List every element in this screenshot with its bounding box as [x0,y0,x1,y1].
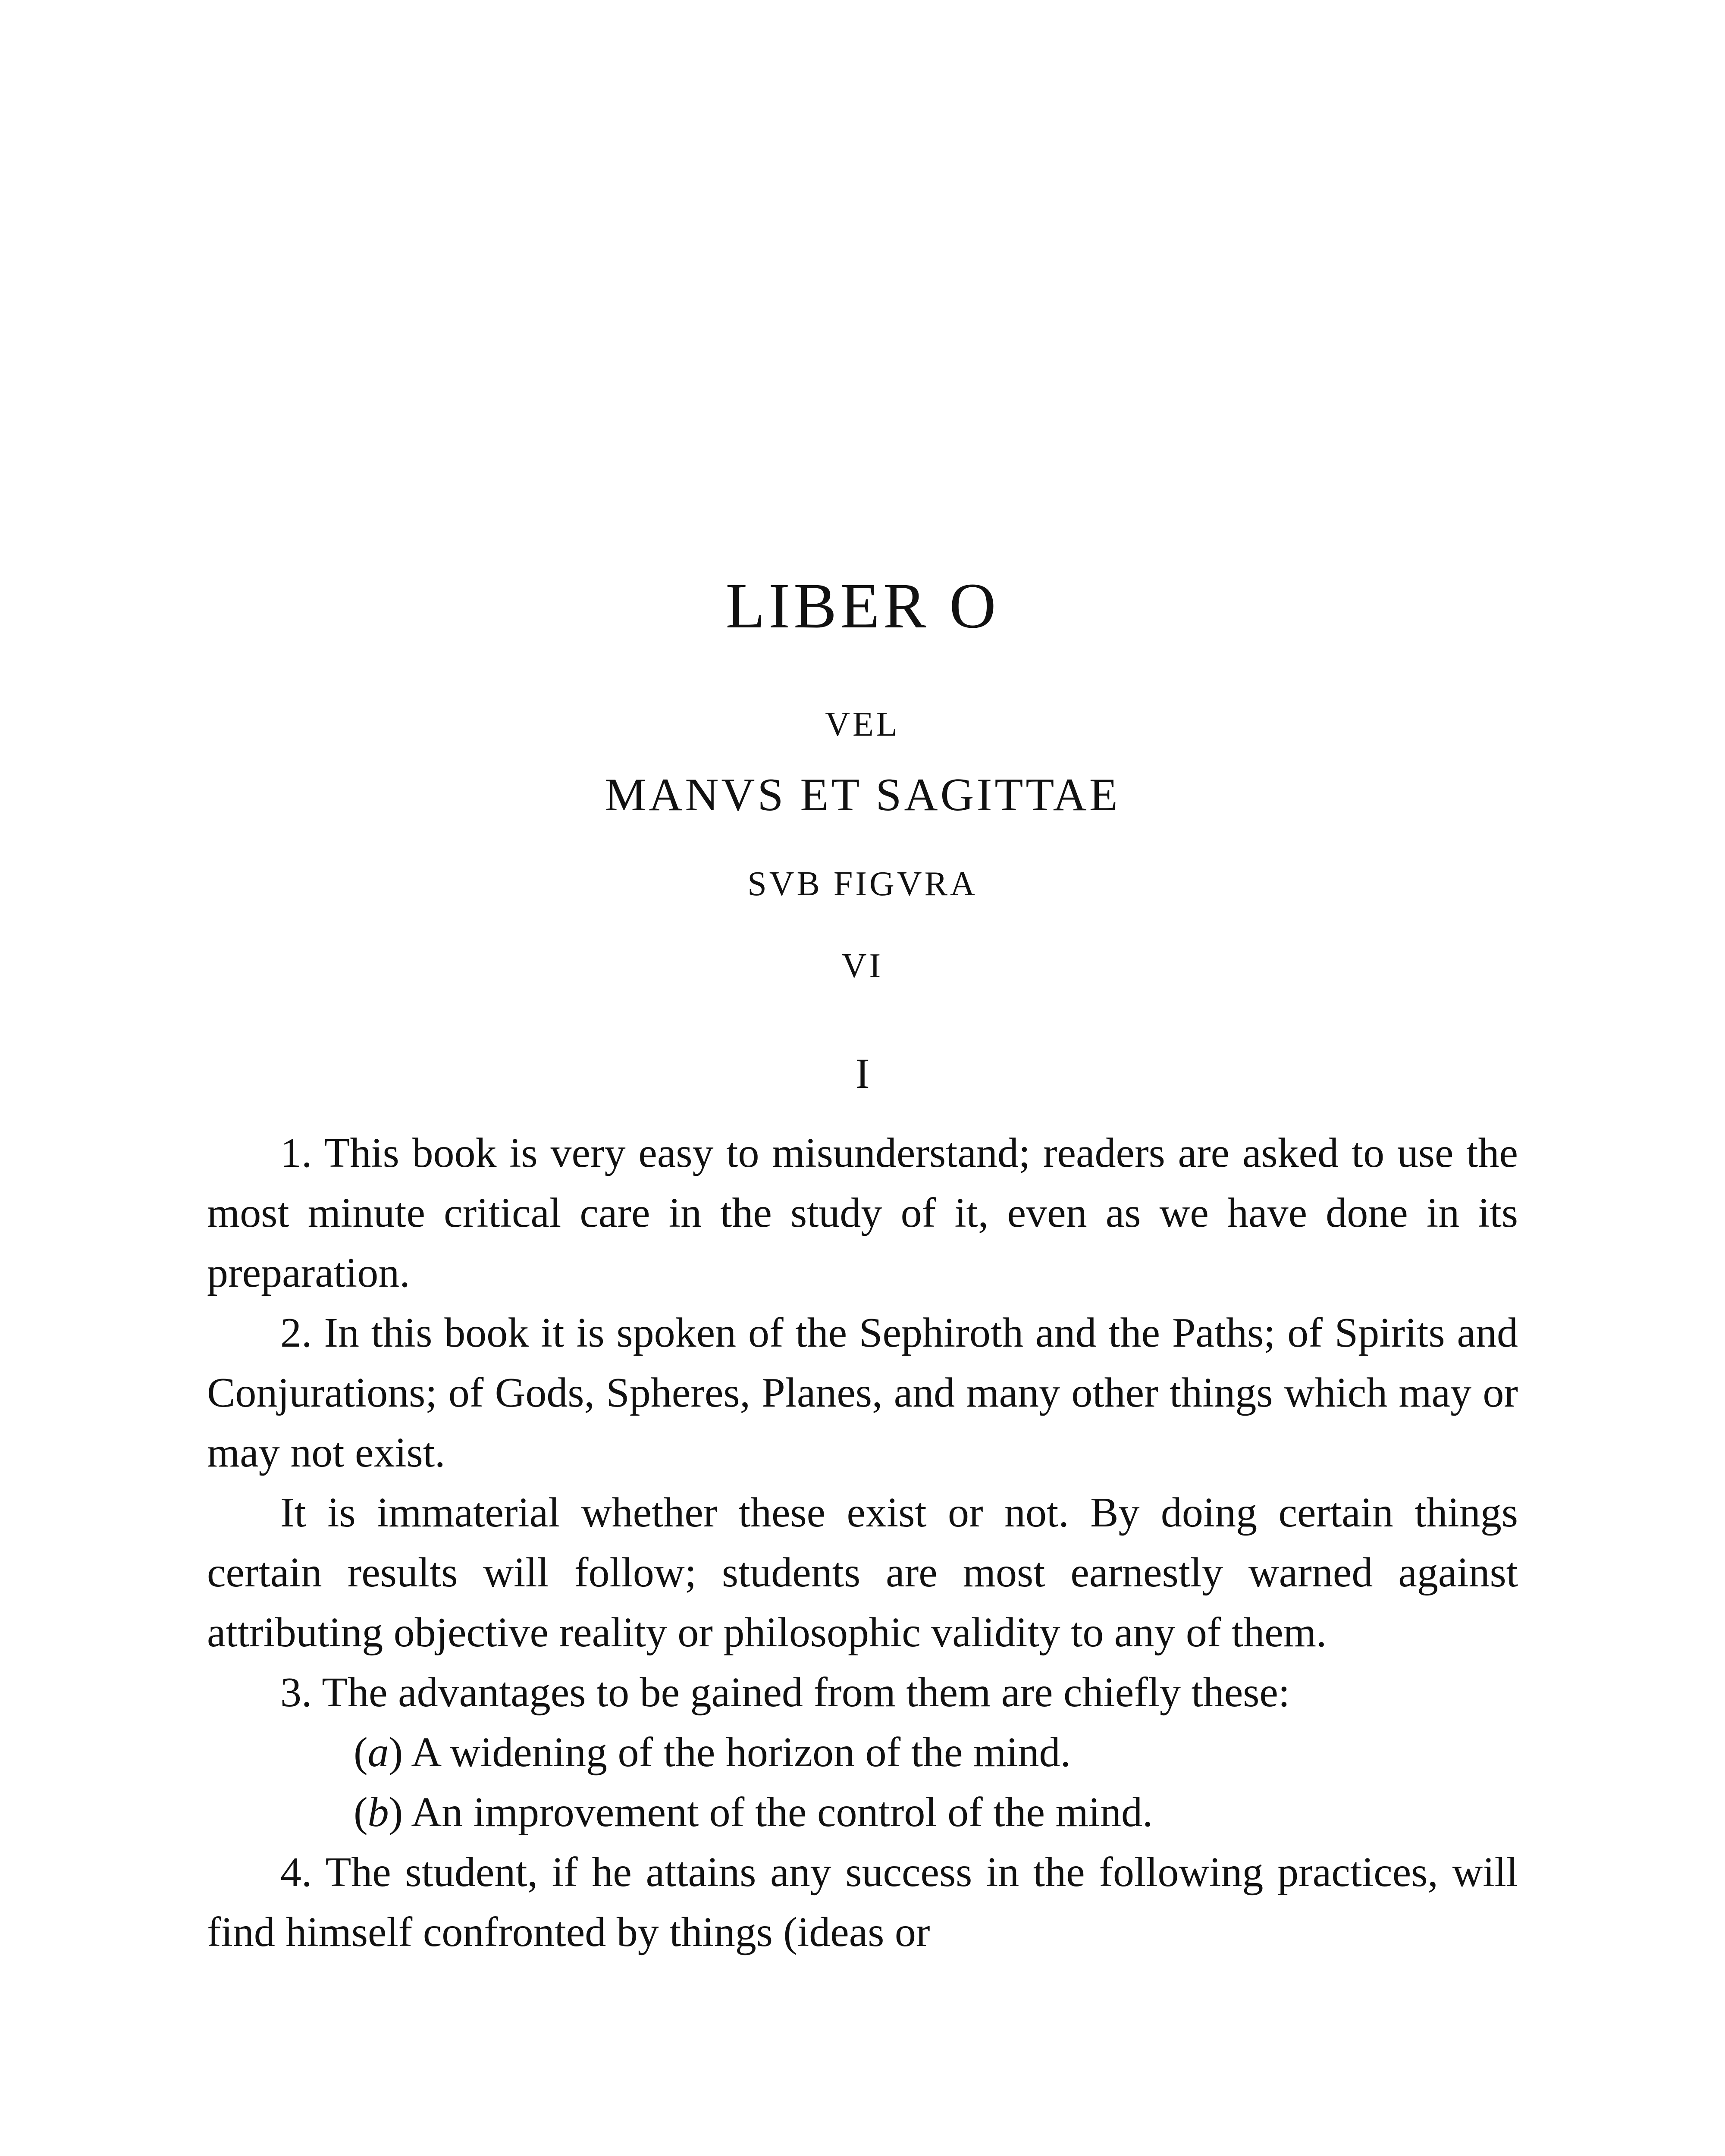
title-vel: VEL [825,705,900,743]
paragraph-2: 2. In this book it is spoken of the Sephiroth and the Paths; of Spirits and Conjurations; of Gods, Spheres, Planes, and many other things which may or may not exist. [207,1310,1518,1476]
body-text [207,1123,1518,1962]
list-item-text: A widening of the horizon of the mind. [411,1729,1071,1776]
list-item-letter: b [367,1789,389,1836]
list-item-b: (b) An improvement of the control of the mind. [354,1789,1153,1836]
book-subtitle: MANVS ET SAGITTAE [605,769,1120,821]
list-item-letter: a [367,1729,389,1776]
list-item-a: (a) A widening of the horizon of the mind. [354,1729,1071,1776]
paragraph-5: 4. The student, if he attains any success in the following practices, will find himself confronted by things (ideas or [207,1849,1518,1955]
section-heading: I [855,1050,870,1097]
sub-figura-label: SVB FIGVRA [747,865,978,903]
figura-number: VI [841,947,884,985]
paragraph-3: It is immaterial whether these exist or not. By doing certain things certain results will follow; students are most earnestly warned against attributing objective reality or philosophic validity to any of them. [207,1489,1518,1656]
book-title: LIBER O [725,570,1000,642]
paragraph-4: 3. The advantages to be gained from them are chiefly these: [280,1669,1290,1716]
list-item-text: An improvement of the control of the mind. [411,1789,1153,1836]
paragraph-1: 1. This book is very easy to misunderstand; readers are asked to use the most minute critical care in the study of it, even as we have done in its preparation. [207,1130,1518,1296]
